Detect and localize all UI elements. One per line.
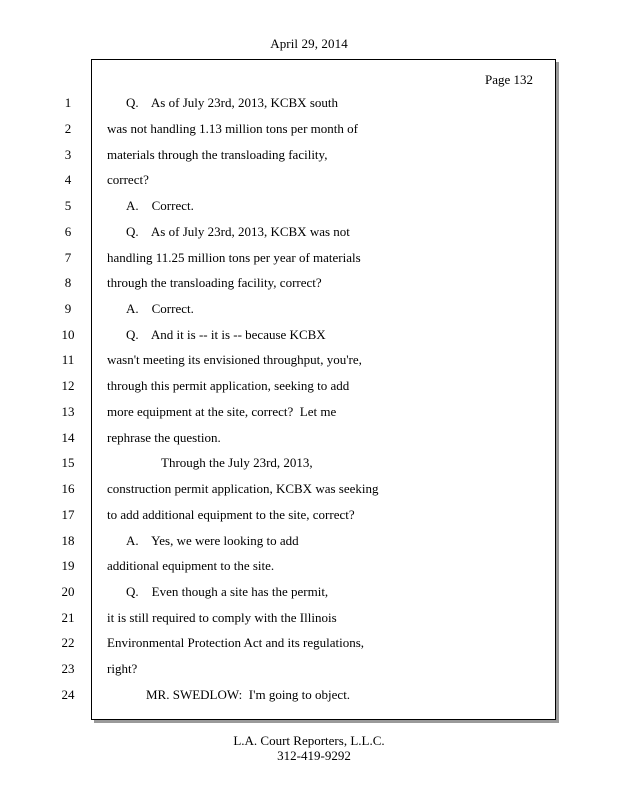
transcript-line: through this permit application, seeking to add bbox=[107, 378, 350, 393]
line-number: 2 bbox=[64, 121, 72, 136]
transcript-line: right? bbox=[107, 661, 138, 676]
line-number: 12 bbox=[61, 378, 75, 393]
transcript-line: through the transloading facility, correct? bbox=[107, 275, 322, 290]
transcript-line: wasn't meeting its envisioned throughput, you're, bbox=[107, 352, 362, 367]
line-number: 13 bbox=[61, 404, 75, 419]
transcript-line: materials through the transloading facility, bbox=[107, 147, 328, 162]
transcript-line: was not handling 1.13 million tons per month of bbox=[107, 121, 358, 136]
line-number: 21 bbox=[61, 610, 75, 625]
line-number: 7 bbox=[64, 250, 72, 265]
line-number: 17 bbox=[61, 507, 75, 522]
transcript-line: correct? bbox=[107, 172, 149, 187]
transcript-line: handling 11.25 million tons per year of materials bbox=[107, 250, 361, 265]
line-number: 24 bbox=[61, 687, 75, 702]
transcript-line: construction permit application, KCBX was seeking bbox=[107, 481, 379, 496]
footer-company: L.A. Court Reporters, L.L.C. bbox=[233, 733, 385, 748]
line-number: 6 bbox=[64, 224, 72, 239]
line-number: 22 bbox=[61, 635, 75, 650]
transcript-line: Q. As of July 23rd, 2013, KCBX was not bbox=[126, 224, 350, 239]
line-number: 5 bbox=[64, 198, 72, 213]
transcript-line: Q. And it is -- it is -- because KCBX bbox=[126, 327, 326, 342]
transcript-line: Q. As of July 23rd, 2013, KCBX south bbox=[126, 95, 338, 110]
line-number: 15 bbox=[61, 455, 75, 470]
transcript-line: rephrase the question. bbox=[107, 430, 221, 445]
line-number: 1 bbox=[64, 95, 72, 110]
line-number: 18 bbox=[61, 533, 75, 548]
transcript-line: Environmental Protection Act and its regulations, bbox=[107, 635, 365, 650]
line-number: 8 bbox=[64, 275, 72, 290]
transcript-line: A. Yes, we were looking to add bbox=[126, 533, 299, 548]
transcript-line: Through the July 23rd, 2013, bbox=[161, 455, 313, 470]
line-number: 20 bbox=[61, 584, 75, 599]
line-number: 10 bbox=[61, 327, 75, 342]
transcript-line: A. Correct. bbox=[126, 198, 194, 213]
page-number: Page 132 bbox=[484, 72, 533, 87]
transcript-line: A. Correct. bbox=[126, 301, 194, 316]
transcript-line: additional equipment to the site. bbox=[107, 558, 275, 573]
line-number: 19 bbox=[61, 558, 75, 573]
transcript-line: it is still required to comply with the Illinois bbox=[107, 610, 337, 625]
footer-phone: 312-419-9292 bbox=[277, 748, 351, 763]
line-number: 23 bbox=[61, 661, 75, 676]
line-number: 11 bbox=[61, 352, 75, 367]
line-number: 16 bbox=[61, 481, 75, 496]
line-number: 9 bbox=[64, 301, 72, 316]
transcript-line: to add additional equipment to the site, correct? bbox=[107, 507, 355, 522]
line-number: 14 bbox=[61, 430, 75, 445]
header-date: April 29, 2014 bbox=[270, 36, 348, 51]
line-number: 4 bbox=[64, 172, 72, 187]
transcript-line: MR. SWEDLOW: I'm going to object. bbox=[146, 687, 351, 702]
transcript-line: Q. Even though a site has the permit, bbox=[126, 584, 329, 599]
transcript-line: more equipment at the site, correct? Let me bbox=[107, 404, 337, 419]
line-number: 3 bbox=[64, 147, 72, 162]
